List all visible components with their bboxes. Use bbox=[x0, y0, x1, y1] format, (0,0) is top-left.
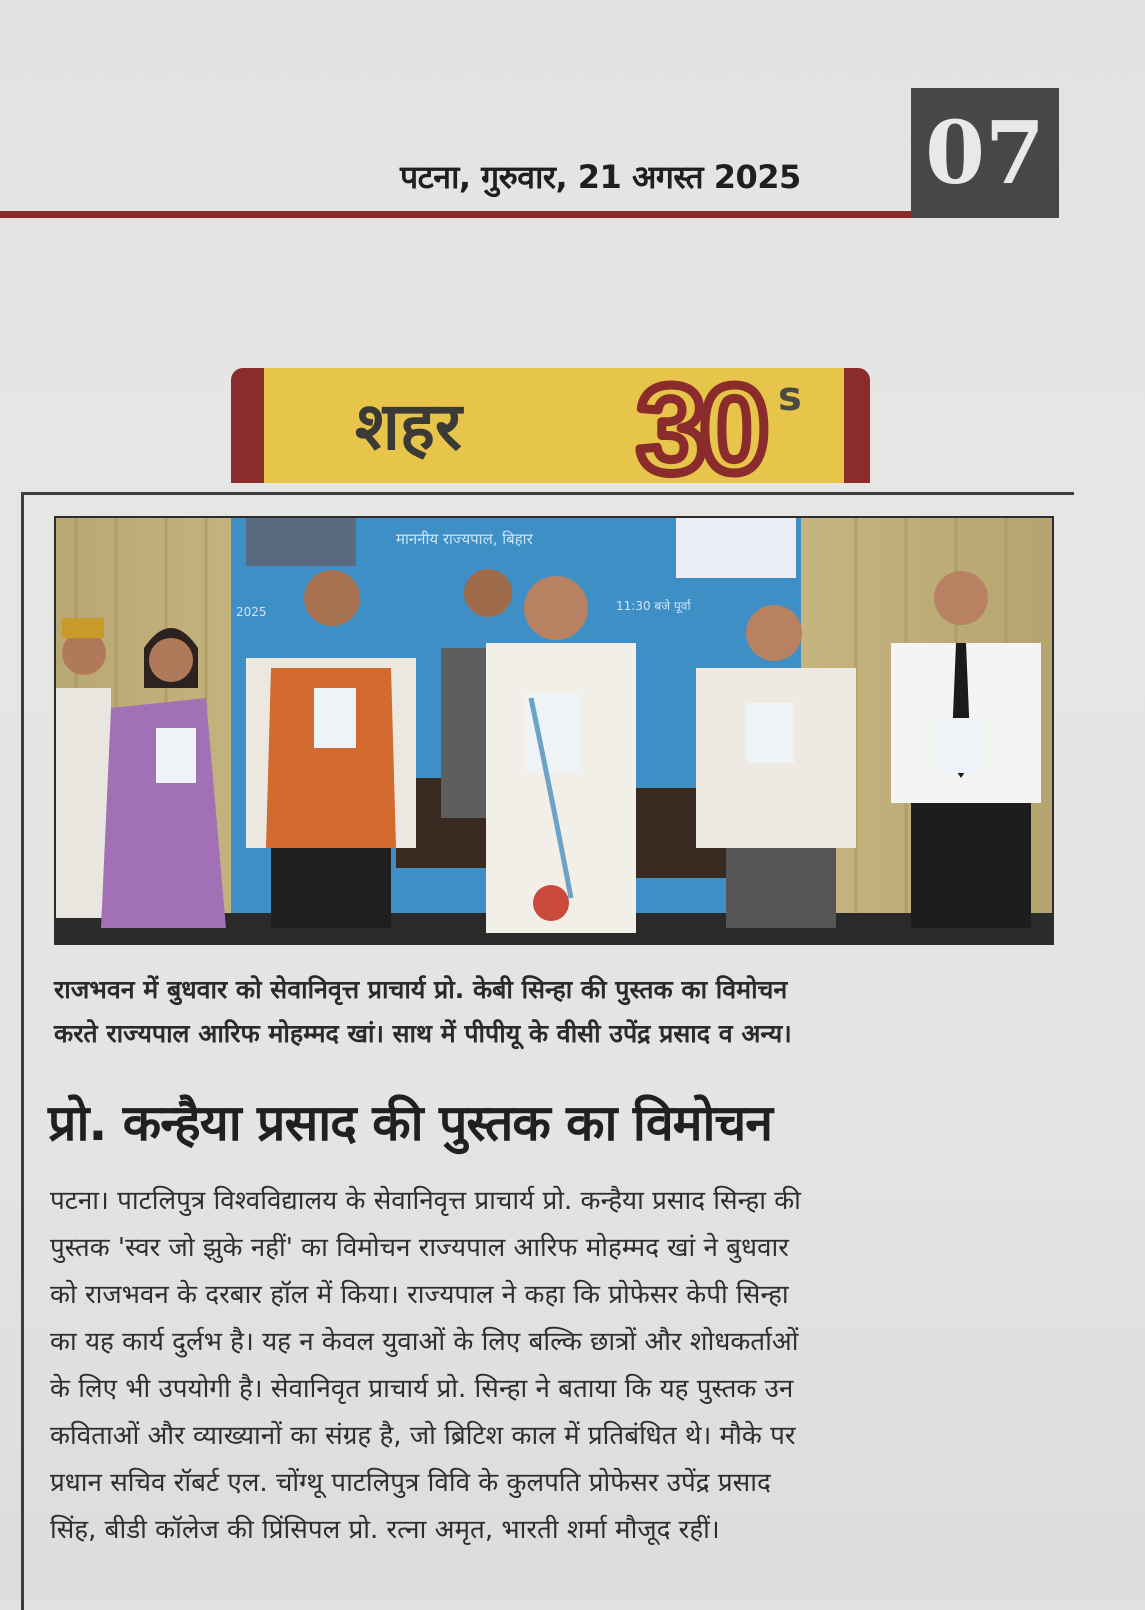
dateline: पटना, गुरुवार, 21 अगस्त 2025 bbox=[400, 158, 801, 196]
section-banner-suffix: s bbox=[778, 374, 802, 420]
photo-caption bbox=[54, 968, 1054, 1056]
article-line: के लिए भी उपयोगी है। सेवानिवृत प्राचार्य प्रो. सिन्हा ने बताया कि यह पुस्तक उन bbox=[50, 1374, 794, 1404]
backdrop-text-date: 2025 bbox=[236, 605, 267, 619]
backdrop-portrait bbox=[246, 518, 356, 566]
section-banner-number-text: 30 bbox=[637, 368, 763, 483]
backdrop-text-title: माननीय राज्यपाल, बिहार bbox=[396, 530, 533, 548]
section-banner-number bbox=[625, 368, 775, 483]
news-photo-illustration bbox=[56, 518, 1052, 943]
article-line: का यह कार्य दुर्लभ है। यह न केवल युवाओं के लिए बल्कि छात्रों और शोधकर्ताओं bbox=[50, 1327, 799, 1357]
page-number: 07 bbox=[911, 88, 1059, 218]
article-line: पुस्तक 'स्वर जो झुके नहीं' का विमोचन राज्यपाल आरिफ मोहम्मद खां ने बुधवार bbox=[50, 1233, 789, 1263]
section-banner-title: शहर bbox=[355, 388, 462, 465]
article-body bbox=[50, 1178, 1060, 1554]
news-photo bbox=[54, 516, 1054, 945]
article-line: सिंह, बीडी कॉलेज की प्रिंसिपल प्रो. रत्ना अमृत, भारती शर्मा मौजूद रहीं। bbox=[50, 1515, 720, 1545]
caption-line: राजभवन में बुधवार को सेवानिवृत्त प्राचार्य प्रो. केबी सिन्हा की पुस्तक का विमोचन bbox=[54, 975, 788, 1004]
article-headline: प्रो. कन्हैया प्रसाद की पुस्तक का विमोचन bbox=[48, 1094, 772, 1152]
article-line: पटना। पाटलिपुत्र विश्वविद्यालय के सेवानिवृत्त प्राचार्य प्रो. कन्हैया प्रसाद सिन्हा की bbox=[50, 1186, 801, 1216]
article-line: कविताओं और व्याख्यानों का संग्रह है, जो ब्रिटिश काल में प्रतिबंधित थे। मौके पर bbox=[50, 1421, 796, 1451]
backdrop-book-cover bbox=[676, 518, 796, 578]
header-rule bbox=[0, 211, 911, 218]
backdrop-text-time: 11:30 बजे पूर्वा bbox=[616, 599, 691, 613]
article-line: प्रधान सचिव रॉबर्ट एल. चोंग्थू पाटलिपुत्र विवि के कुलपति प्रोफेसर उपेंद्र प्रसाद bbox=[50, 1468, 771, 1498]
caption-line: करते राज्यपाल आरिफ मोहम्मद खां। साथ में पीपीयू के वीसी उपेंद्र प्रसाद व अन्य। bbox=[54, 1019, 792, 1048]
article-line: को राजभवन के दरबार हॉल में किया। राज्यपाल ने कहा कि प्रोफेसर केपी सिन्हा bbox=[50, 1280, 789, 1310]
